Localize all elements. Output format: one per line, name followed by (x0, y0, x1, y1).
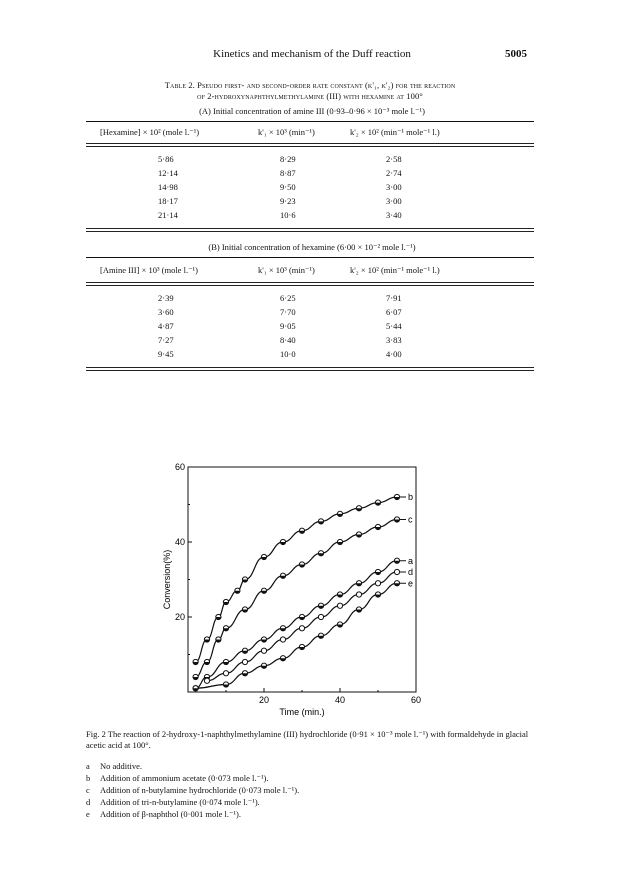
table-cell: 18·17 (158, 196, 178, 206)
data-point-d (299, 626, 304, 631)
legend-text: No additive. (100, 761, 143, 771)
plot-frame (188, 467, 416, 692)
col-header-k2: k'₂ × 10² (min⁻¹ mole⁻¹ l.) (350, 265, 440, 275)
data-point-d (204, 678, 209, 683)
table-cell: 2·39 (158, 293, 174, 303)
table-cell: 10·6 (280, 210, 296, 220)
legend-item-c (86, 785, 299, 796)
figure-caption: Fig. 2 The reaction of 2-hydroxy-1-naphthylmethylamine (III) hydrochloride (0·91 × 10⁻³ mole l.⁻¹) with formaldehyde in glacial acetic acid at 100°. (86, 729, 529, 750)
legend-key: d (86, 797, 91, 807)
series-label-a: a (408, 555, 414, 566)
x-tick-label: 60 (410, 695, 422, 705)
table-rule (86, 146, 534, 147)
table-cell: 3·00 (386, 196, 402, 206)
table-cell: 3·83 (386, 335, 402, 345)
series-label-e: e (408, 578, 414, 589)
col-header-hexamine: [Hexamine] × 10² (mole l.⁻¹) (100, 127, 200, 137)
section-b-heading: (B) Initial concentration of hexamine (6·00 × 10⁻² mole l.⁻¹) (208, 242, 416, 252)
table-cell: 8·29 (280, 154, 296, 164)
x-tick-label: 20 (258, 695, 270, 705)
data-point-d (261, 648, 266, 653)
page-number: 5005 (505, 48, 527, 60)
table-rule (86, 282, 534, 283)
table-rule (86, 285, 534, 286)
table-cell: 4·00 (386, 349, 402, 359)
series-label-b: b (408, 492, 414, 502)
table-cell: 5·44 (386, 321, 402, 331)
col-header-k2: k'₂ × 10² (min⁻¹ mole⁻¹ l.) (350, 127, 440, 137)
table-cell: 21·14 (158, 210, 178, 220)
data-point-d (280, 637, 285, 642)
table-rule (86, 367, 534, 368)
table-caption-line1: Table 2. Pseudo first- and second-order rate constant (k'₁, k'₂) for the reaction (164, 80, 456, 90)
table-cell: 7·91 (386, 293, 402, 303)
series-line-c (196, 520, 397, 678)
legend-item-a (86, 761, 142, 771)
x-tick-label: 40 (334, 695, 346, 705)
y-tick-label: 60 (174, 462, 185, 472)
table-rule (86, 370, 534, 371)
table-cell: 4·87 (158, 321, 174, 331)
legend-key: e (86, 809, 90, 819)
legend-key: c (86, 785, 90, 795)
legend-text: Addition of β-naphthol (0·001 mole l.⁻¹). (100, 809, 241, 819)
data-point-d (394, 569, 399, 574)
legend-item-b (86, 773, 269, 784)
y-axis-label: Conversion(%) (162, 549, 172, 610)
legend-text: Addition of n-butylamine hydrochloride (0·073 mole l.⁻¹). (100, 785, 300, 795)
table-cell: 9·05 (280, 321, 296, 331)
table-cell: 9·45 (158, 349, 174, 359)
y-tick-label: 20 (174, 612, 185, 622)
table-rule (86, 231, 534, 232)
legend-key: a (86, 761, 90, 771)
legend-item-d (86, 797, 260, 808)
table-cell: 7·27 (158, 335, 174, 345)
conversion-chart (150, 455, 450, 723)
y-tick-label: 40 (174, 537, 185, 547)
table-cell: 3·60 (158, 307, 174, 317)
data-point-d (356, 592, 361, 597)
legend-key: b (86, 773, 91, 783)
table-rule (86, 228, 534, 229)
table-rule (86, 257, 534, 258)
data-point-d (375, 581, 380, 586)
col-header-amine: [Amine III] × 10³ (mole l.⁻¹) (100, 265, 198, 275)
table-cell: 12·14 (158, 168, 178, 178)
table-rule (86, 121, 534, 122)
x-axis-label: Time (min.) (279, 707, 325, 717)
table-cell: 9·23 (280, 196, 296, 206)
col-header-k1: k'₁ × 10³ (min⁻¹) (258, 265, 315, 275)
running-header-title: Kinetics and mechanism of the Duff reaction (213, 48, 411, 60)
table-cell: 8·40 (280, 335, 296, 345)
table-cell: 3·00 (386, 182, 402, 192)
col-header-k1: k'₁ × 10³ (min⁻¹) (258, 127, 315, 137)
data-point-d (242, 659, 247, 664)
table-cell: 6·07 (386, 307, 402, 317)
table-caption (86, 80, 534, 102)
data-point-d (318, 614, 323, 619)
table-rule (86, 143, 534, 144)
legend-text: Addition of tri-n-butylamine (0·074 mole l.⁻¹). (100, 797, 260, 807)
table-cell: 5·86 (158, 154, 174, 164)
series-line-a (196, 561, 397, 689)
table-cell: 2·74 (386, 168, 402, 178)
section-a-heading: (A) Initial concentration of amine III (0·93–0·96 × 10⁻³ mole l.⁻¹) (199, 106, 425, 116)
legend-text: Addition of ammonium acetate (0·073 mole l.⁻¹). (100, 773, 269, 783)
series-label-c: c (408, 514, 413, 525)
table-cell: 8·87 (280, 168, 296, 178)
table-caption-line2: of 2-hydroxynaphthylmethylamine (III) with hexamine at 100° (197, 91, 423, 101)
data-point-d (223, 671, 228, 676)
table-cell: 7·70 (280, 307, 296, 317)
table-cell: 6·25 (280, 293, 296, 303)
table-cell: 10·0 (280, 349, 296, 359)
table-cell: 9·50 (280, 182, 296, 192)
table-cell: 14·98 (158, 182, 178, 192)
table-cell: 2·58 (386, 154, 402, 164)
legend-item-e (86, 809, 241, 820)
data-point-d (337, 603, 342, 608)
series-label-d: d (408, 567, 414, 577)
table-cell: 3·40 (386, 210, 402, 220)
